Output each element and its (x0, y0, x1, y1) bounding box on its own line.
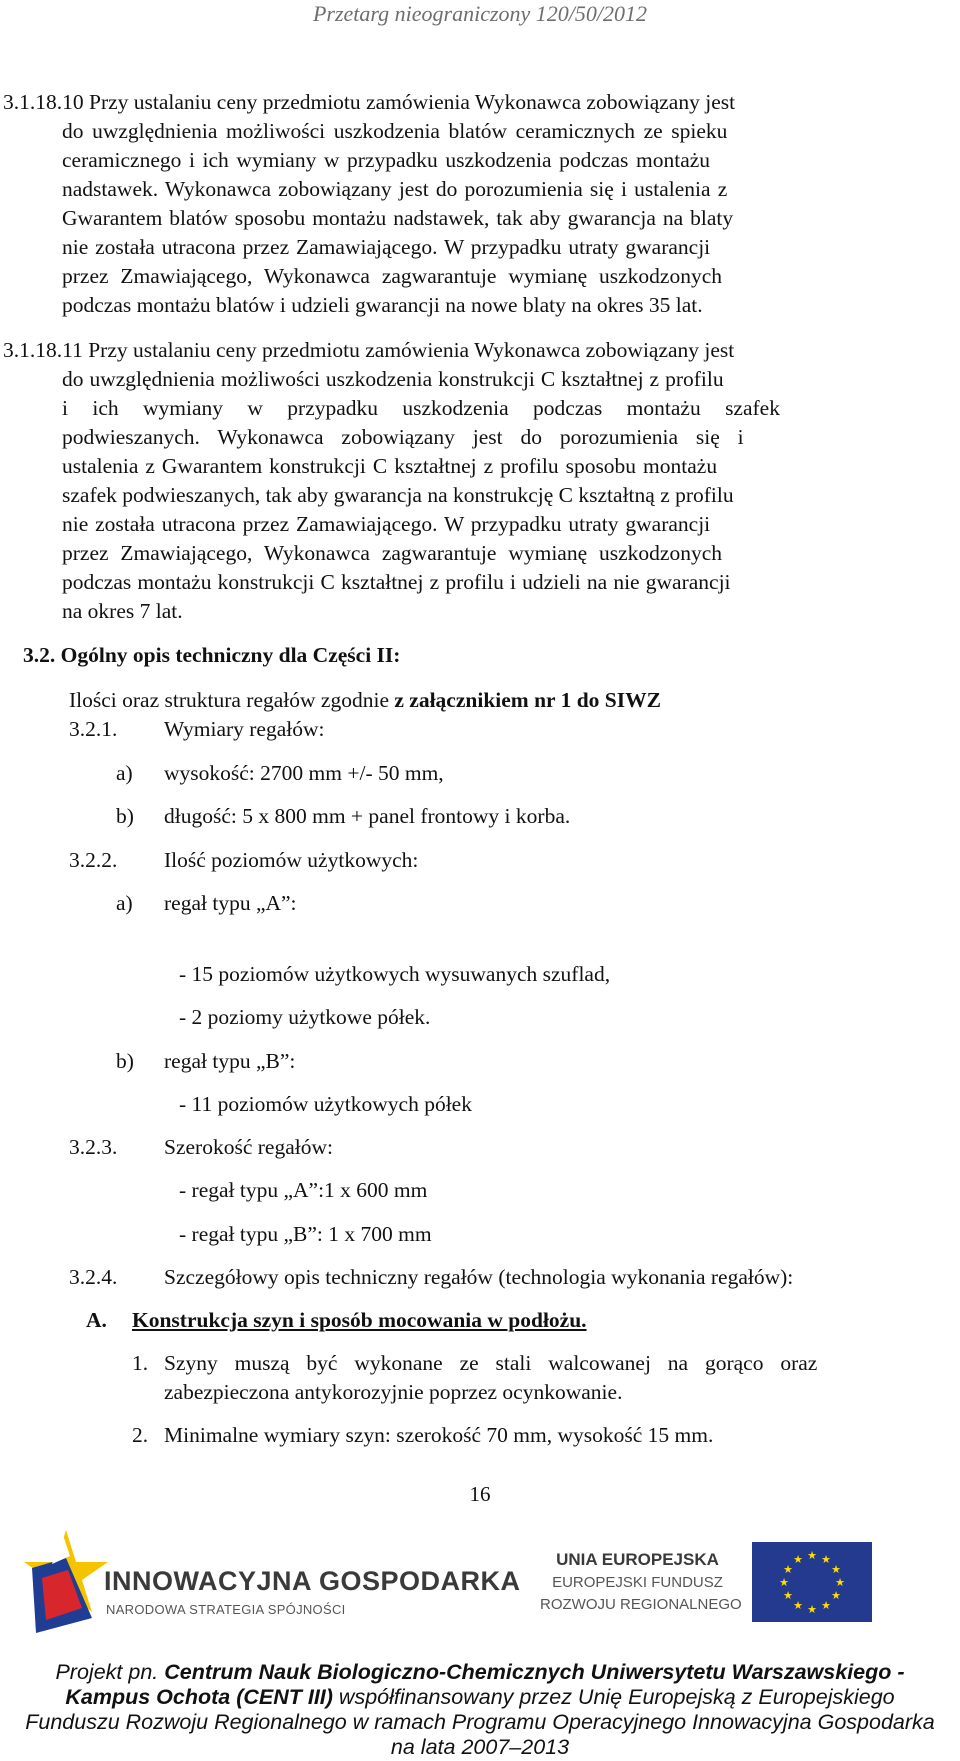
eu-fund-logo (540, 1530, 940, 1635)
s324-num: 3.2.4. (69, 1265, 118, 1289)
ig-logo-subtitle: NARODOWA STRATEGIA SPÓJNOŚCI (106, 1602, 346, 1617)
p10-line-5: Gwarantem blatów sposobu montażu nadstawek, tak aby gwarancja na blaty (62, 206, 734, 230)
p11-line-2: do uwzględnienia możliwości uszkodzenia konstrukcji C kształtnej z profilu (62, 367, 724, 391)
intro-bold: z załącznikiem nr 1 do SIWZ (394, 688, 661, 712)
sub-a-mark: A. (86, 1308, 107, 1332)
sub-a-title: Konstrukcja szyn i sposób mocowania w podłożu. (132, 1308, 587, 1332)
eu-logo-line-3: ROZWOJU REGIONALNEGO (540, 1596, 742, 1613)
footer-line-4: na lata 2007–2013 (390, 1735, 570, 1759)
s321-a-mark: a) (116, 761, 133, 785)
footer-line-2-a: Kampus Ochota (CENT III) (65, 1685, 333, 1709)
s322-a-item-1: - 15 poziomów użytkowych wysuwanych szuflad, (179, 962, 611, 986)
p11-line-4: podwieszanych. Wykonawca zobowiązany jest do porozumienia się i (62, 425, 744, 449)
s323-item-2: - regał typu „B”: 1 x 700 mm (179, 1222, 432, 1246)
footer-line-2-b: współfinansowany przez Unię Europejską z Europejskiego (332, 1685, 895, 1709)
p10-line-7: przez Zmawiającego, Wykonawca zagwarantuje wymianę uszkodzonych (62, 264, 722, 288)
running-header: Przetarg nieograniczony 120/50/2012 (312, 1, 648, 26)
svg-text:★: ★ (821, 1599, 831, 1612)
p10-line-1: 3.1.18.10 Przy ustalaniu ceny przedmiotu zamówienia Wykonawca zobowiązany jest (3, 90, 736, 114)
p11-line-10: na okres 7 lat. (62, 599, 183, 623)
svg-text:★: ★ (831, 1589, 841, 1602)
svg-text:★: ★ (835, 1576, 845, 1589)
svg-text:★: ★ (831, 1563, 841, 1576)
p11-line-1: 3.1.18.11 Przy ustalaniu ceny przedmiotu zamówienia Wykonawca zobowiązany jest (3, 338, 735, 362)
s324-label: Szczegółowy opis techniczny regałów (technologia wykonania regałów): (164, 1265, 794, 1289)
s321-a-text: wysokość: 2700 mm +/- 50 mm, (164, 761, 444, 785)
p10-line-4: nadstawek. Wykonawca zobowiązany jest do porozumienia się i ustalenia z (62, 177, 728, 201)
s321-b-text: długość: 5 x 800 mm + panel frontowy i korba. (164, 804, 571, 828)
footer-line-1-b: Centrum Nauk Biologiczno-Chemicznych Uniwersytetu Warszawskiego - (164, 1660, 905, 1684)
s323-num: 3.2.3. (69, 1135, 118, 1159)
s322-a-item-2: - 2 poziomy użytkowe półek. (179, 1005, 431, 1029)
p11-line-3: i ich wymiany w przypadku uszkodzenia podczas montażu szafek (62, 396, 780, 420)
s321-b-mark: b) (116, 804, 134, 828)
section-3-2-title: 3.2. Ogólny opis techniczny dla Części II: (23, 643, 401, 667)
p10-line-3: ceramicznego i ich wymiany w przypadku uszkodzenia podczas montażu (62, 148, 711, 172)
page-number: 16 (469, 1482, 491, 1506)
sub-a-item-1-line-2: zabezpieczona antykorozyjnie poprzez ocynkowanie. (164, 1380, 623, 1404)
s323-label: Szerokość regałów: (164, 1135, 333, 1159)
ig-star-emblem-icon (22, 1528, 112, 1638)
sub-a-item-1-line-1: Szyny muszą być wykonane ze stali walcowanej na gorąco oraz (164, 1351, 818, 1375)
footer-line-3: Funduszu Rozwoju Regionalnego w ramach Programu Operacyjnego Innowacyjna Gospodarka (25, 1710, 935, 1734)
p11-line-9: podczas montażu konstrukcji C kształtnej z profilu i udzieli na nie gwarancji (62, 570, 731, 594)
eu-logo-line-2: EUROPEJSKI FUNDUSZ (552, 1574, 723, 1591)
s322-b-item-1: - 11 poziomów użytkowych półek (179, 1092, 472, 1116)
eu-logo-line-1: UNIA EUROPEJSKA (556, 1550, 719, 1569)
p11-line-6: szafek podwieszanych, tak aby gwarancja na konstrukcję C kształtną z profilu (62, 483, 734, 507)
s323-item-1: - regał typu „A”:1 x 600 mm (179, 1178, 428, 1202)
s322-label: Ilość poziomów użytkowych: (164, 848, 419, 872)
svg-text:★: ★ (779, 1576, 789, 1589)
intro-plain: Ilości oraz struktura regałów zgodnie (69, 688, 395, 712)
svg-text:★: ★ (783, 1563, 793, 1576)
svg-text:★: ★ (793, 1599, 803, 1612)
p10-line-2: do uwzględnienia możliwości uszkodzenia blatów ceramicznych ze spieku (62, 119, 728, 143)
footer-project-info (0, 1660, 960, 1760)
s322-b-mark: b) (116, 1049, 134, 1073)
sub-a-item-2-text: Minimalne wymiary szyn: szerokość 70 mm, wysokość 15 mm. (164, 1423, 714, 1447)
svg-text:★: ★ (807, 1603, 817, 1616)
footer-line-1-a: Projekt pn. (55, 1660, 165, 1684)
ig-logo-title: INNOWACYJNA GOSPODARKA (104, 1566, 521, 1596)
s322-a-text: regał typu „A”: (164, 891, 297, 915)
sub-a-item-1-num: 1. (132, 1351, 149, 1375)
sub-a-item-2-num: 2. (132, 1423, 149, 1447)
s322-b-text: regał typu „B”: (164, 1049, 296, 1073)
p10-line-8: podczas montażu blatów i udzieli gwarancji na nowe blaty na okres 35 lat. (62, 293, 703, 317)
svg-text:★: ★ (793, 1553, 803, 1566)
p11-line-5: ustalenia z Gwarantem konstrukcji C kształtnej z profilu sposobu montażu (62, 454, 718, 478)
section-3-2-intro (69, 686, 661, 715)
svg-text:★: ★ (783, 1589, 793, 1602)
innowacyjna-gospodarka-logo (22, 1528, 522, 1638)
footer-line-1 (0, 1660, 960, 1685)
p10-line-6: nie została utracona przez Zamawiającego. W przypadku utraty gwarancji (62, 235, 711, 259)
p11-line-8: przez Zmawiającego, Wykonawca zagwarantuje wymianę uszkodzonych (62, 541, 722, 565)
eu-flag-icon (752, 1542, 872, 1622)
s322-num: 3.2.2. (69, 848, 118, 872)
s322-a-mark: a) (116, 891, 133, 915)
s321-label: Wymiary regałów: (164, 717, 325, 741)
svg-text:★: ★ (807, 1549, 817, 1562)
footer-line-2 (0, 1685, 960, 1710)
s321-num: 3.2.1. (69, 717, 118, 741)
p11-line-7: nie została utracona przez Zamawiającego. W przypadku utraty gwarancji (62, 512, 711, 536)
svg-text:★: ★ (821, 1553, 831, 1566)
